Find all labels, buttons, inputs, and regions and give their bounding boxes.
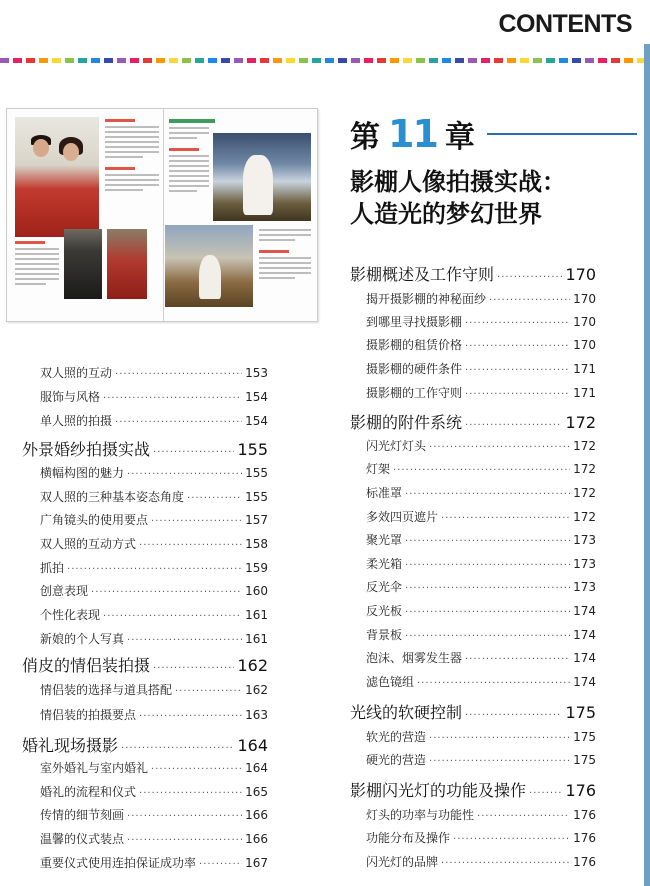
- toc-entry-title: 到哪里寻找摄影棚: [366, 315, 463, 329]
- toc-dot-leader: [187, 493, 242, 504]
- toc-page-number: 174: [573, 628, 596, 642]
- toc-dot-leader: [153, 447, 234, 458]
- toc-subsection-entry[interactable]: [40, 535, 268, 552]
- toc-page-number: 173: [573, 580, 596, 594]
- toc-section-entry[interactable]: [350, 410, 596, 433]
- toc-dot-leader: [121, 743, 234, 754]
- toc-subsection-entry[interactable]: [40, 559, 268, 576]
- toc-dot-leader: [429, 756, 570, 767]
- toc-page-number: 162: [245, 683, 268, 697]
- toc-entry-title: 灯头的功率与功能性: [366, 808, 475, 822]
- toc-page-number: 170: [573, 315, 596, 329]
- toc-subsection-entry[interactable]: [366, 290, 596, 307]
- toc-dot-leader: [139, 540, 242, 551]
- toc-dot-leader: [417, 678, 570, 689]
- toc-entry-title: 反光板: [366, 604, 403, 618]
- toc-dot-leader: [91, 587, 242, 598]
- spread-text-column: [259, 229, 311, 282]
- toc-dot-leader: [153, 663, 234, 674]
- toc-entry-title: 新娘的个人写真: [40, 632, 125, 646]
- toc-dot-leader: [405, 607, 570, 618]
- toc-dot-leader: [465, 389, 570, 400]
- contents-heading: CONTENTS: [498, 10, 632, 38]
- toc-subsection-entry[interactable]: [366, 853, 596, 870]
- toc-page-number: 154: [245, 390, 268, 404]
- toc-section-entry[interactable]: [350, 262, 596, 285]
- toc-subsection-entry[interactable]: [40, 364, 268, 381]
- toc-entry-title: 摄影棚的硬件条件: [366, 362, 463, 376]
- sample-spread-thumbnail: [6, 108, 318, 322]
- toc-entry-title: 影棚概述及工作守则: [350, 265, 495, 284]
- toc-dot-leader: [465, 710, 562, 721]
- page-edge-stripe: [644, 44, 650, 886]
- toc-entry-title: 摄影棚的工作守则: [366, 386, 463, 400]
- toc-page-number: 176: [573, 831, 596, 845]
- toc-entry-title: 摄影棚的租赁价格: [366, 338, 463, 352]
- toc-page-number: 176: [573, 808, 596, 822]
- toc-page-number: 170: [565, 265, 596, 284]
- toc-page-number: 155: [237, 440, 268, 459]
- toc-dot-leader: [465, 318, 570, 329]
- toc-dot-leader: [465, 654, 570, 665]
- toc-page-number: 166: [245, 832, 268, 846]
- toc-subsection-entry[interactable]: [40, 388, 268, 405]
- toc-page-number: 153: [245, 366, 268, 380]
- toc-page-number: 167: [245, 856, 268, 870]
- couple-photo: [15, 117, 99, 237]
- toc-entry-title: 软光的营造: [366, 730, 427, 744]
- toc-dot-leader: [489, 295, 570, 306]
- chapter-title-line-2: 人造光的梦幻世界: [350, 200, 542, 228]
- toc-dot-leader: [405, 583, 570, 594]
- toc-section-entry[interactable]: [22, 733, 268, 756]
- toc-subsection-entry[interactable]: [366, 649, 596, 666]
- toc-dot-leader: [151, 764, 242, 775]
- toc-subsection-entry[interactable]: [40, 706, 268, 723]
- toc-entry-title: 闪光灯灯头: [366, 439, 427, 453]
- toc-entry-title: 抓拍: [40, 561, 65, 575]
- toc-subsection-entry[interactable]: [366, 578, 596, 595]
- toc-dot-leader: [405, 489, 570, 500]
- toc-page-number: 161: [245, 608, 268, 622]
- toc-dot-leader: [127, 469, 242, 480]
- chapter-prefix: 第: [350, 120, 380, 155]
- toc-page-number: 175: [573, 730, 596, 744]
- toc-entry-title: 聚光罩: [366, 533, 403, 547]
- toc-dot-leader: [199, 859, 242, 870]
- toc-subsection-entry[interactable]: [40, 783, 268, 800]
- toc-entry-title: 双人照的互动方式: [40, 537, 137, 551]
- toc-subsection-entry[interactable]: [40, 681, 268, 698]
- toc-dot-leader: [151, 516, 242, 527]
- toc-entry-title: 硬光的营造: [366, 753, 427, 767]
- toc-entry-title: 温馨的仪式装点: [40, 832, 125, 846]
- toc-subsection-entry[interactable]: [40, 830, 268, 847]
- toc-subsection-entry[interactable]: [366, 531, 596, 548]
- toc-entry-title: 横幅构图的魅力: [40, 466, 125, 480]
- toc-entry-title: 滤色镜组: [366, 675, 415, 689]
- toc-dot-leader: [127, 835, 242, 846]
- chapter-number: 11: [388, 112, 437, 156]
- toc-dot-leader: [115, 369, 242, 380]
- toc-entry-title: 单人照的拍摄: [40, 414, 113, 428]
- toc-dot-leader: [127, 811, 242, 822]
- toc-page-number: 170: [573, 292, 596, 306]
- toc-entry-title: 泡沫、烟雾发生器: [366, 651, 463, 665]
- bride-field-photo: [165, 225, 253, 307]
- toc-dot-leader: [477, 811, 570, 822]
- toc-page-number: 174: [573, 675, 596, 689]
- toc-dot-leader: [103, 393, 242, 404]
- toc-page-number: 176: [565, 781, 596, 800]
- toc-page-number: 157: [245, 513, 268, 527]
- toc-entry-title: 背景板: [366, 628, 403, 642]
- toc-subsection-entry[interactable]: [366, 508, 596, 525]
- toc-dot-leader: [441, 858, 570, 869]
- toc-entry-title: 传情的细节刻画: [40, 808, 125, 822]
- toc-entry-title: 多效四页遮片: [366, 510, 439, 524]
- chapter-title: [350, 166, 566, 230]
- toc-section-entry[interactable]: [350, 778, 596, 801]
- toc-subsection-entry[interactable]: [366, 829, 596, 846]
- toc-page-number: 160: [245, 584, 268, 598]
- toc-dot-leader: [175, 686, 242, 697]
- toc-subsection-entry[interactable]: [40, 606, 268, 623]
- toc-entry-title: 婚礼现场摄影: [22, 736, 119, 755]
- toc-page-number: 172: [573, 486, 596, 500]
- toc-page-number: 159: [245, 561, 268, 575]
- toc-page-number: 155: [245, 490, 268, 504]
- toc-entry-title: 灯架: [366, 462, 391, 476]
- toc-dot-leader: [67, 564, 242, 575]
- toc-subsection-entry[interactable]: [366, 555, 596, 572]
- toc-page-number: 172: [565, 413, 596, 432]
- toc-subsection-entry[interactable]: [40, 464, 268, 481]
- spread-text-column: [169, 119, 209, 195]
- toc-subsection-entry[interactable]: [366, 484, 596, 501]
- toc-dot-leader: [103, 611, 242, 622]
- toc-entry-title: 情侣装的选择与道具搭配: [40, 683, 173, 697]
- toc-section-entry[interactable]: [22, 653, 268, 676]
- toc-entry-title: 外景婚纱拍摄实战: [22, 440, 151, 459]
- toc-entry-title: 情侣装的拍摄要点: [40, 708, 137, 722]
- toc-dot-leader: [429, 733, 570, 744]
- toc-subsection-entry[interactable]: [40, 806, 268, 823]
- toc-dot-leader: [393, 465, 570, 476]
- toc-dot-leader: [441, 513, 570, 524]
- toc-page-number: 174: [573, 604, 596, 618]
- toc-page-number: 155: [245, 466, 268, 480]
- toc-entry-title: 反光伞: [366, 580, 403, 594]
- toc-page-number: 171: [573, 362, 596, 376]
- toc-subsection-entry[interactable]: [40, 630, 268, 647]
- toc-entry-title: 个性化表现: [40, 608, 101, 622]
- toc-page-number: 172: [573, 510, 596, 524]
- toc-entry-title: 标准罩: [366, 486, 403, 500]
- groom-photo: [64, 229, 102, 299]
- toc-entry-title: 光线的软硬控制: [350, 703, 463, 722]
- toc-dot-leader: [405, 536, 570, 547]
- toc-dot-leader: [405, 631, 570, 642]
- toc-page-number: 173: [573, 557, 596, 571]
- toc-dot-leader: [115, 417, 242, 428]
- toc-entry-title: 服饰与风格: [40, 390, 101, 404]
- toc-page-number: 174: [573, 651, 596, 665]
- toc-page-number: 158: [245, 537, 268, 551]
- toc-entry-title: 闪光灯的品牌: [366, 855, 439, 869]
- toc-section-entry[interactable]: [22, 437, 268, 460]
- toc-dot-leader: [465, 341, 570, 352]
- toc-subsection-entry[interactable]: [366, 602, 596, 619]
- toc-subsection-entry[interactable]: [366, 336, 596, 353]
- toc-page-number: 172: [573, 439, 596, 453]
- toc-dot-leader: [465, 365, 570, 376]
- chapter-rule: [487, 133, 637, 135]
- toc-entry-title: 婚礼的流程和仪式: [40, 785, 137, 799]
- toc-entry-title: 功能分布及操作: [366, 831, 451, 845]
- rainbow-divider: [0, 58, 650, 63]
- toc-dot-leader: [497, 272, 562, 283]
- toc-dot-leader: [453, 834, 570, 845]
- toc-subsection-entry[interactable]: [40, 759, 268, 776]
- toc-subsection-entry[interactable]: [366, 437, 596, 454]
- toc-page-number: 163: [245, 708, 268, 722]
- toc-entry-title: 俏皮的情侣装拍摄: [22, 656, 151, 675]
- toc-subsection-entry[interactable]: [366, 360, 596, 377]
- toc-subsection-entry[interactable]: [40, 854, 268, 871]
- toc-subsection-entry[interactable]: [366, 313, 596, 330]
- toc-page-number: 175: [573, 753, 596, 767]
- toc-entry-title: 创意表现: [40, 584, 89, 598]
- toc-subsection-entry[interactable]: [40, 582, 268, 599]
- toc-section-entry[interactable]: [350, 700, 596, 723]
- toc-dot-leader: [139, 711, 242, 722]
- toc-subsection-entry[interactable]: [40, 412, 268, 429]
- toc-subsection-entry[interactable]: [40, 488, 268, 505]
- toc-dot-leader: [139, 788, 242, 799]
- toc-subsection-entry[interactable]: [366, 728, 596, 745]
- spread-fold: [163, 109, 164, 321]
- toc-page-number: 175: [565, 703, 596, 722]
- toc-entry-title: 双人照的三种基本姿态角度: [40, 490, 185, 504]
- chapter-title-line-1: 影棚人像拍摄实战：: [350, 168, 566, 196]
- toc-entry-title: 影棚的附件系统: [350, 413, 463, 432]
- toc-dot-leader: [465, 420, 562, 431]
- toc-page-number: 176: [573, 855, 596, 869]
- chapter-suffix: 章: [444, 120, 475, 155]
- toc-entry-title: 影棚闪光灯的功能及操作: [350, 781, 527, 800]
- toc-entry-title: 广角镜头的使用要点: [40, 513, 149, 527]
- toc-page-number: 170: [573, 338, 596, 352]
- toc-page-number: 164: [245, 761, 268, 775]
- toc-page-number: 162: [237, 656, 268, 675]
- toc-subsection-entry[interactable]: [366, 384, 596, 401]
- toc-page-number: 165: [245, 785, 268, 799]
- toc-dot-leader: [405, 560, 570, 571]
- toc-page-number: 166: [245, 808, 268, 822]
- chapter-heading: [350, 112, 637, 156]
- toc-page-number: 164: [237, 736, 268, 755]
- toc-subsection-entry[interactable]: [366, 673, 596, 690]
- spread-text-column: [105, 119, 159, 194]
- toc-page-number: 173: [573, 533, 596, 547]
- toc-subsection-entry[interactable]: [366, 626, 596, 643]
- toc-page-number: 171: [573, 386, 596, 400]
- toc-dot-leader: [429, 442, 570, 453]
- toc-entry-title: 室外婚礼与室内婚礼: [40, 761, 149, 775]
- toc-entry-title: 双人照的互动: [40, 366, 113, 380]
- toc-dot-leader: [529, 788, 562, 799]
- toc-page-number: 154: [245, 414, 268, 428]
- toc-page-number: 172: [573, 462, 596, 476]
- bride-sky-photo: [213, 133, 311, 221]
- toc-subsection-entry[interactable]: [40, 511, 268, 528]
- toc-dot-leader: [127, 635, 242, 646]
- spread-text-column: [15, 241, 59, 288]
- toc-subsection-entry[interactable]: [366, 806, 596, 823]
- toc-page-number: 161: [245, 632, 268, 646]
- toc-entry-title: 揭开摄影棚的神秘面纱: [366, 292, 487, 306]
- toc-subsection-entry[interactable]: [366, 460, 596, 477]
- toc-subsection-entry[interactable]: [366, 751, 596, 768]
- toc-entry-title: 柔光箱: [366, 557, 403, 571]
- bride-red-photo: [107, 229, 147, 299]
- toc-entry-title: 重要仪式使用连拍保证成功率: [40, 856, 197, 870]
